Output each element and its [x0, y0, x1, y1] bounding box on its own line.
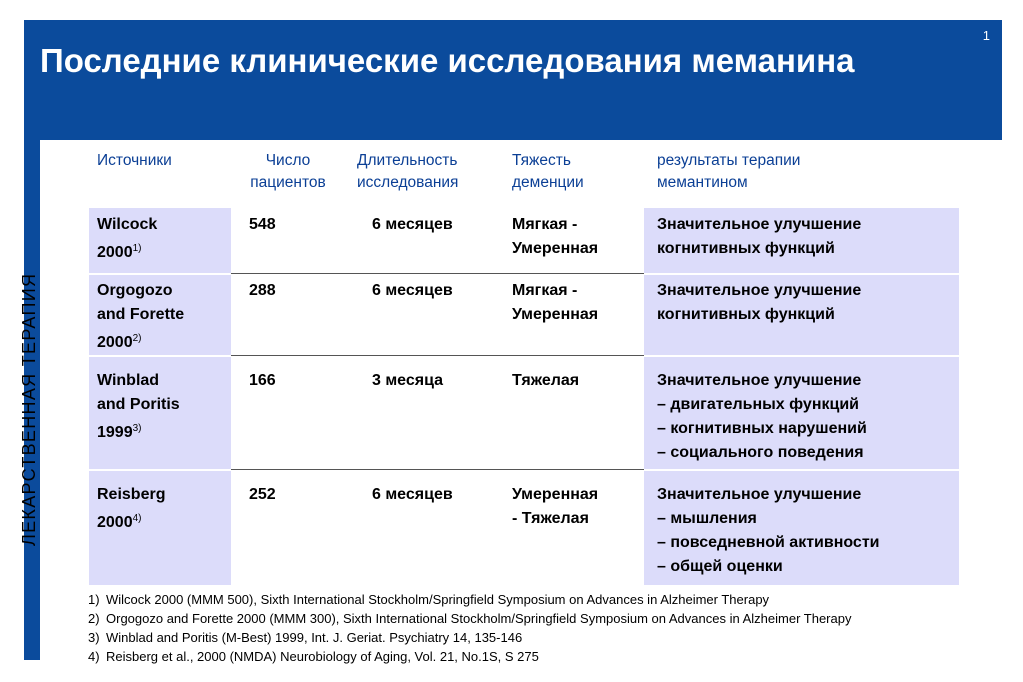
header-source-text: Источники: [97, 152, 172, 169]
row3-footnote-ref: 3): [132, 423, 142, 434]
row1-source-line1: Wilcock: [97, 216, 158, 233]
footnote-item: [88, 647, 851, 666]
row2-source-line2: and Forette: [97, 306, 185, 323]
row4-source-line2: 2000: [97, 514, 133, 531]
row-divider: [231, 273, 644, 274]
row-divider: [644, 355, 959, 357]
row1-patients: 548: [249, 216, 276, 233]
header-patients-line2: пациентов: [250, 174, 326, 191]
header-results-line1: результаты терапии: [657, 152, 801, 169]
row4-result-line4: – общей оценки: [657, 558, 783, 575]
row2-patients: 288: [249, 282, 276, 299]
row3-source-line3: 1999: [97, 424, 133, 441]
row2-result-line2: когнитивных функций: [657, 306, 835, 323]
header-patients: [234, 150, 342, 194]
row2-source: [97, 279, 184, 355]
row4-duration: 6 месяцев: [372, 486, 453, 503]
footnote-number: 2): [88, 611, 100, 626]
footnotes: [88, 590, 851, 666]
slide-title: Последние клинические исследования меманина: [40, 42, 855, 79]
row1-result-line2: когнитивных функций: [657, 240, 835, 257]
row3-result: [657, 369, 867, 465]
header-severity: [512, 150, 584, 194]
row3-duration: 3 месяца: [372, 372, 444, 389]
footnote-text: Winblad and Poritis (M-Best) 1999, Int. J. Geriat. Psychiatry 14, 135-146: [106, 630, 523, 645]
row4-patients: 252: [249, 486, 276, 503]
row-divider: [644, 273, 959, 275]
row3-severity: [512, 369, 579, 393]
side-label: ЛЕКАРСТВЕННАЯ ТЕРАПИЯ: [19, 272, 39, 546]
header-results-line2: мемантином: [657, 174, 748, 191]
footnote-item: [88, 590, 851, 609]
row3-result-line3: – когнитивных нарушений: [657, 420, 867, 437]
footnote-number: 1): [88, 592, 100, 607]
row2-source-line1: Orgogozo: [97, 282, 173, 299]
row-divider: [231, 469, 644, 470]
row3-result-line2: – двигательных функций: [657, 396, 860, 413]
row-divider: [231, 355, 644, 356]
row3-source: [97, 369, 180, 445]
row2-duration: 6 месяцев: [372, 282, 453, 299]
row1-severity: [512, 213, 598, 261]
row3-patients: 166: [249, 372, 276, 389]
footnote-text: Reisberg et al., 2000 (NMDA) Neurobiology of Aging, Vol. 21, No.1S, S 275: [106, 649, 539, 664]
row2-result-line1: Значительное улучшение: [657, 282, 862, 299]
row2-footnote-ref: 2): [132, 333, 142, 344]
row-divider: [89, 355, 231, 357]
header-severity-line1: Тяжесть: [512, 152, 571, 169]
title-banner: [24, 20, 1002, 140]
header-duration: [357, 150, 458, 194]
row1-severity-line1: Мягкая -: [512, 216, 578, 233]
row2-result: [657, 279, 861, 327]
row4-severity-line1: Умеренная: [512, 486, 599, 503]
row1-result: [657, 213, 861, 261]
footnote-item: [88, 628, 851, 647]
footnote-text: Wilcock 2000 (MMM 500), Sixth International Stockholm/Springfield Symposium on Advances in Alzheimer Therapy: [106, 592, 770, 607]
header-source: [97, 150, 172, 172]
row3-severity-line1: Тяжелая: [512, 372, 580, 389]
row-divider: [89, 273, 231, 275]
row1-source-line2: 2000: [97, 244, 133, 261]
row3-source-line2: and Poritis: [97, 396, 180, 413]
header-duration-line1: Длительность: [357, 152, 458, 169]
row1-footnote-ref: 1): [132, 243, 142, 254]
row2-severity-line2: Умеренная: [512, 306, 599, 323]
row4-severity-line2: - Тяжелая: [512, 510, 589, 527]
header-patients-line1: Число: [265, 152, 311, 169]
row1-source: [97, 213, 157, 265]
row2-severity-line1: Мягкая -: [512, 282, 578, 299]
row4-source-line1: Reisberg: [97, 486, 166, 503]
row1-result-line1: Значительное улучшение: [657, 216, 862, 233]
row4-result-line2: – мышления: [657, 510, 757, 527]
row3-result-line4: – социального поведения: [657, 444, 864, 461]
row4-source: [97, 483, 165, 535]
row4-severity: [512, 483, 598, 531]
row-divider: [644, 469, 959, 471]
header-duration-line2: исследования: [357, 174, 459, 191]
row4-footnote-ref: 4): [132, 513, 142, 524]
row3-result-line1: Значительное улучшение: [657, 372, 862, 389]
row2-source-line3: 2000: [97, 334, 133, 351]
row1-severity-line2: Умеренная: [512, 240, 599, 257]
row-divider: [89, 469, 231, 471]
row3-source-line1: Winblad: [97, 372, 160, 389]
page-number: 1: [982, 28, 990, 43]
row4-result-line1: Значительное улучшение: [657, 486, 862, 503]
row4-result-line3: – повседневной активности: [657, 534, 880, 551]
header-severity-line2: деменции: [512, 174, 584, 191]
header-results: [657, 150, 800, 194]
footnote-number: 3): [88, 630, 100, 645]
footnote-text: Orgogozo and Forette 2000 (MMM 300), Sixth International Stockholm/Springfield Symposium on Advances in Alzheimer Therapy: [106, 611, 852, 626]
footnote-number: 4): [88, 649, 100, 664]
row1-duration: 6 месяцев: [372, 216, 453, 233]
row4-result: [657, 483, 880, 579]
row2-severity: [512, 279, 598, 327]
footnote-item: [88, 609, 851, 628]
